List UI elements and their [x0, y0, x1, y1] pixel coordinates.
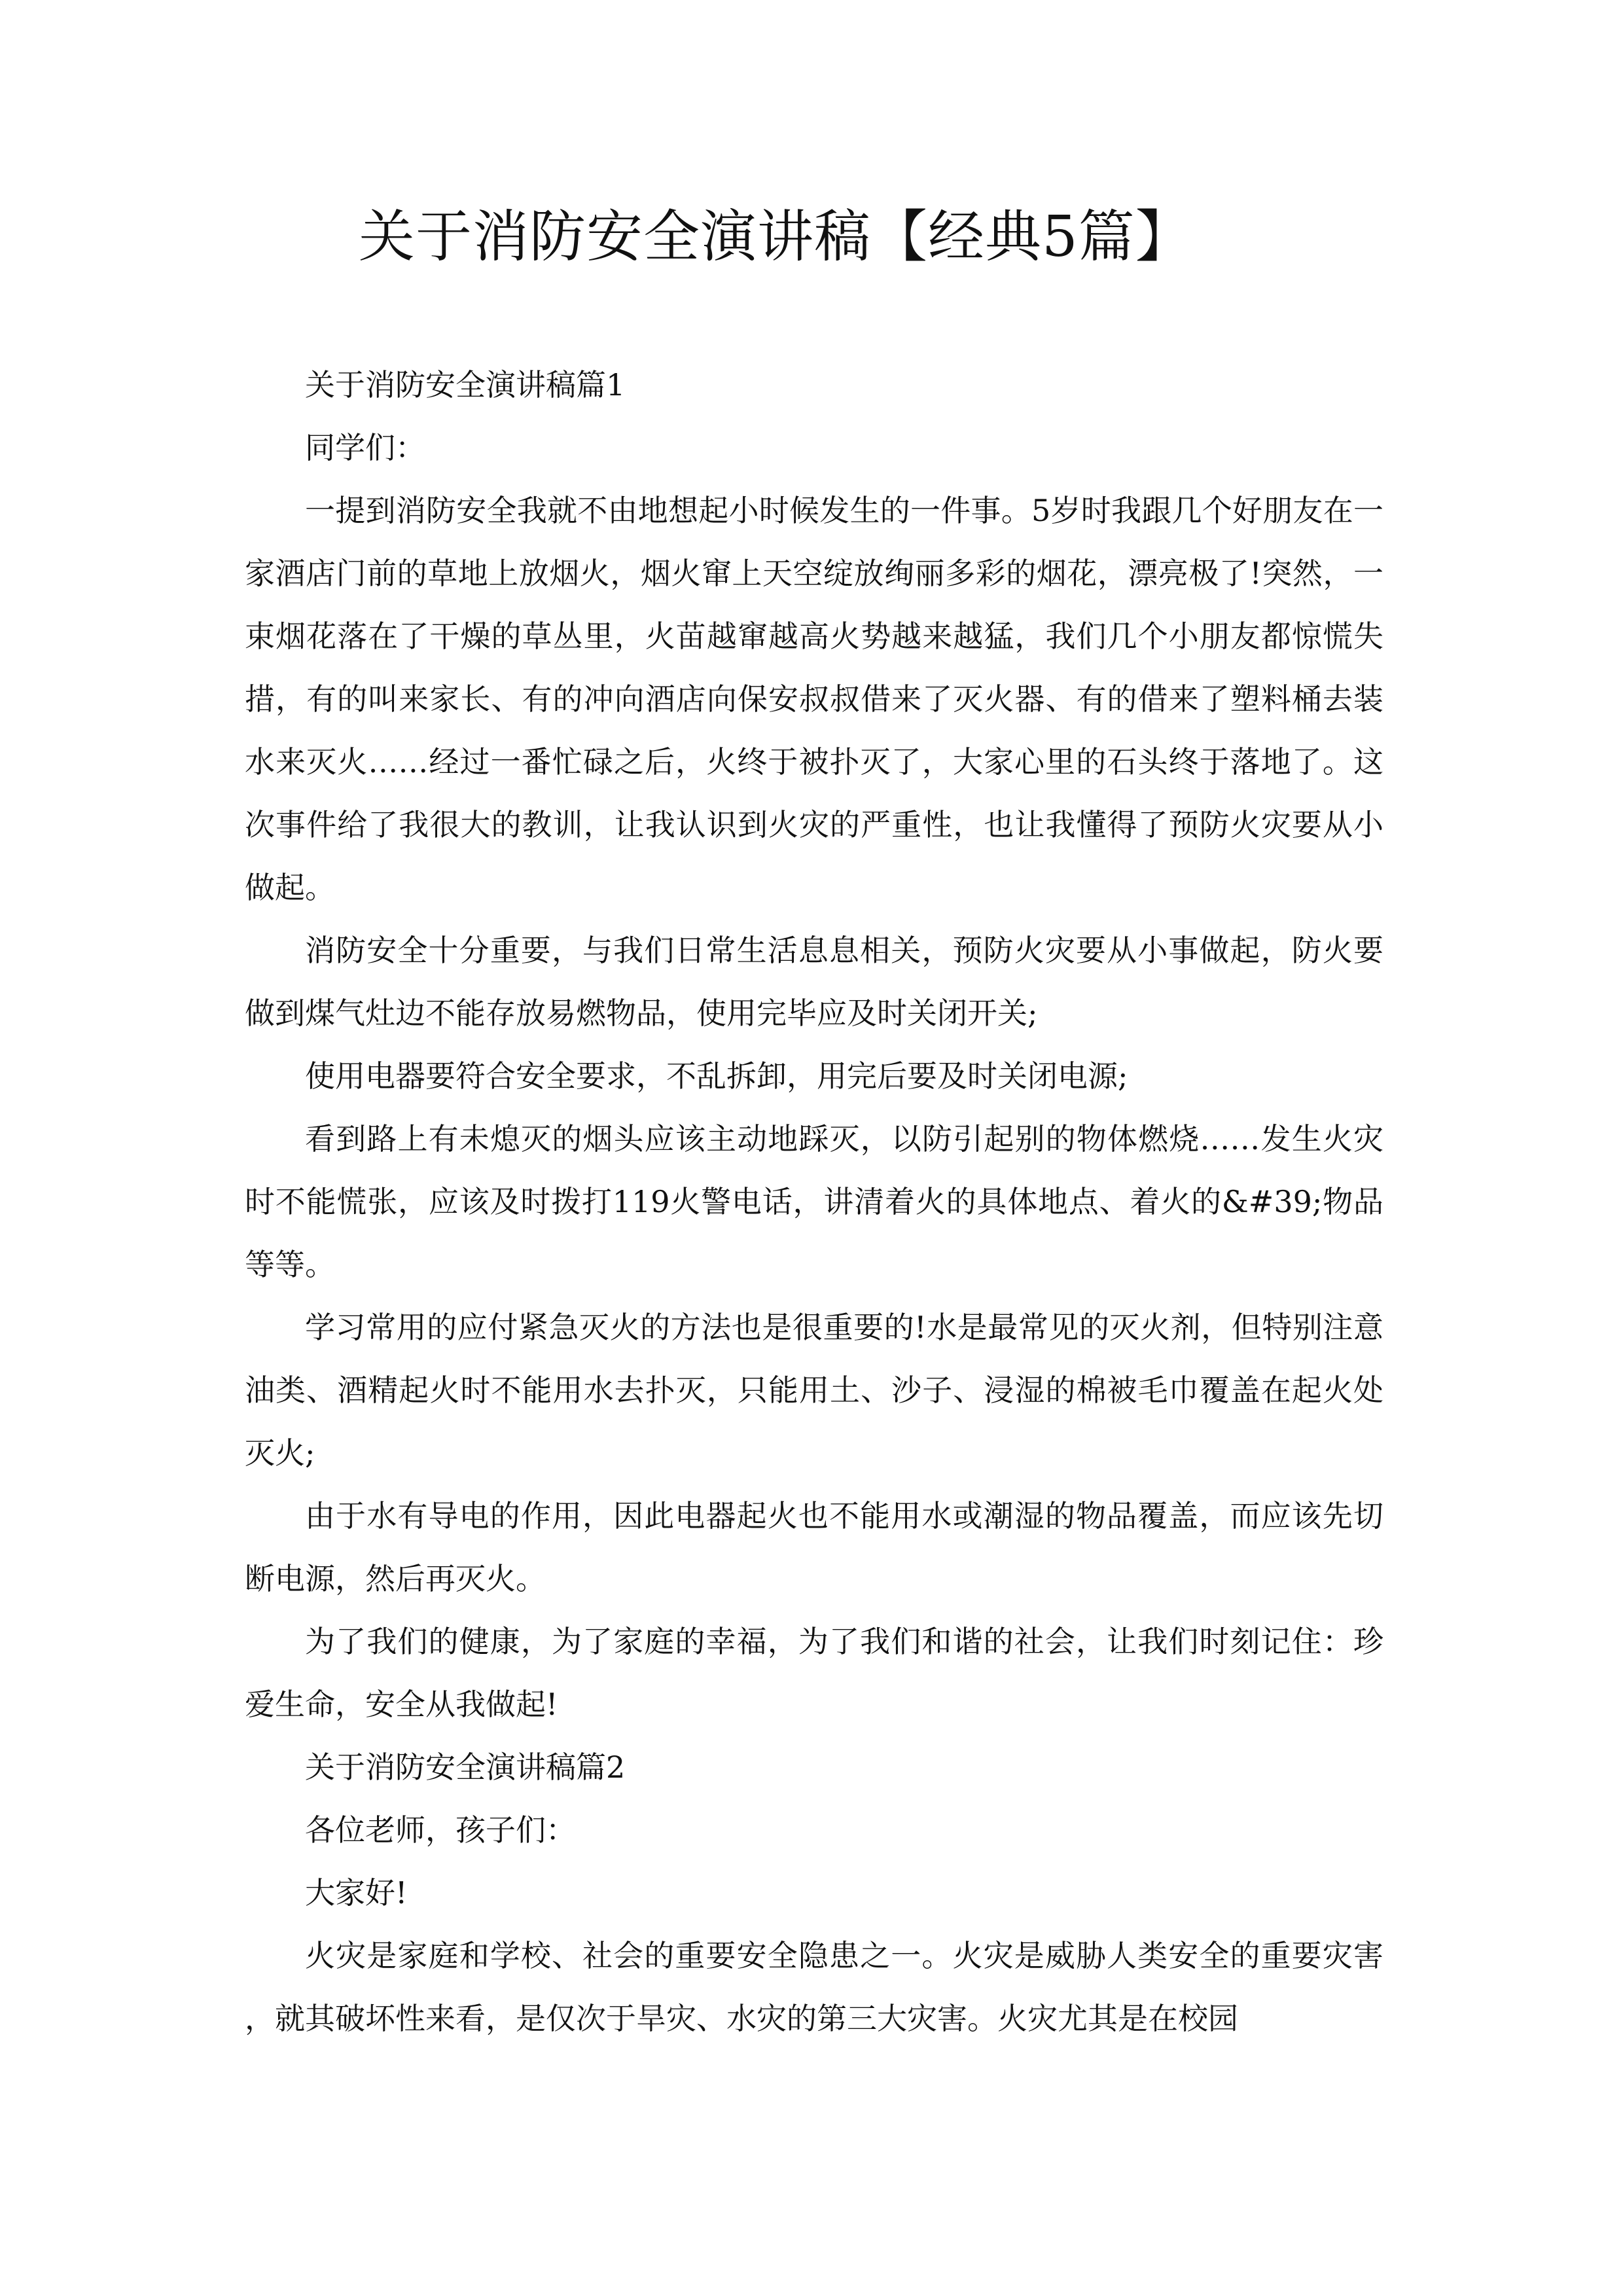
paragraph: 为了我们的健康，为了家庭的幸福，为了我们和谐的社会，让我们时刻记住：珍爱生命，安全从我做起! [245, 1624, 1383, 1722]
salutation: 同学们： [305, 430, 425, 465]
salutation: 各位老师，孩子们： [305, 1812, 576, 1848]
greeting: 大家好! [305, 1875, 408, 1910]
paragraph: 消防安全十分重要，与我们日常生活息息相关，预防火灾要从小事做起，防火要做到煤气灶边不能存放易燃物品，使用完毕应及时关闭开关; [245, 933, 1383, 1031]
section-heading-1: 关于消防安全演讲稿篇1 [305, 367, 626, 403]
paragraph: 一提到消防安全我就不由地想起小时候发生的一件事。5岁时我跟几个好朋友在一家酒店门前的草地上放烟火，烟火窜上天空绽放绚丽多彩的烟花，漂亮极了!突然，一束烟花落在了干燥的草丛里，火苗越窜越高火势越来越猛，我们几个小朋友都惊慌失措，有的叫来家长、有的冲向酒店向保安叔叔借来了灭火器、有的借来了塑料桶去装水来灭火……经过一番忙碌之后，火终于被扑灭了，大家心里的石头终于落地了。这次事件给了我很大的教训，让我认识到火灾的严重性，也让我懂得了预防火灾要从小做起。 [245, 493, 1383, 905]
section-heading-2: 关于消防安全演讲稿篇2 [305, 1749, 626, 1785]
document-body [245, 353, 1383, 2050]
paragraph: 火灾是家庭和学校、社会的重要安全隐患之一。火灾是威胁人类安全的重要灾害，就其破坏性来看，是仅次于旱灾、水灾的第三大灾害。火灾尤其是在校园 [245, 1938, 1383, 2036]
paragraph: 看到路上有未熄灭的烟头应该主动地踩灭，以防引起别的物体燃烧……发生火灾时不能慌张，应该及时拨打119火警电话，讲清着火的具体地点、着火的&#39;物品等等。 [245, 1121, 1383, 1282]
paragraph: 使用电器要符合安全要求，不乱拆卸，用完后要及时关闭电源; [305, 1058, 1128, 1094]
document-title: 关于消防安全演讲稿【经典5篇】 [359, 204, 1192, 270]
paragraph: 由于水有导电的作用，因此电器起火也不能用水或潮湿的物品覆盖，而应该先切断电源，然后再灭火。 [245, 1498, 1383, 1596]
paragraph: 学习常用的应付紧急灭火的方法也是很重要的!水是最常见的灭火剂，但特别注意油类、酒精起火时不能用水去扑灭，只能用土、沙子、浸湿的棉被毛巾覆盖在起火处灭火; [245, 1310, 1383, 1471]
